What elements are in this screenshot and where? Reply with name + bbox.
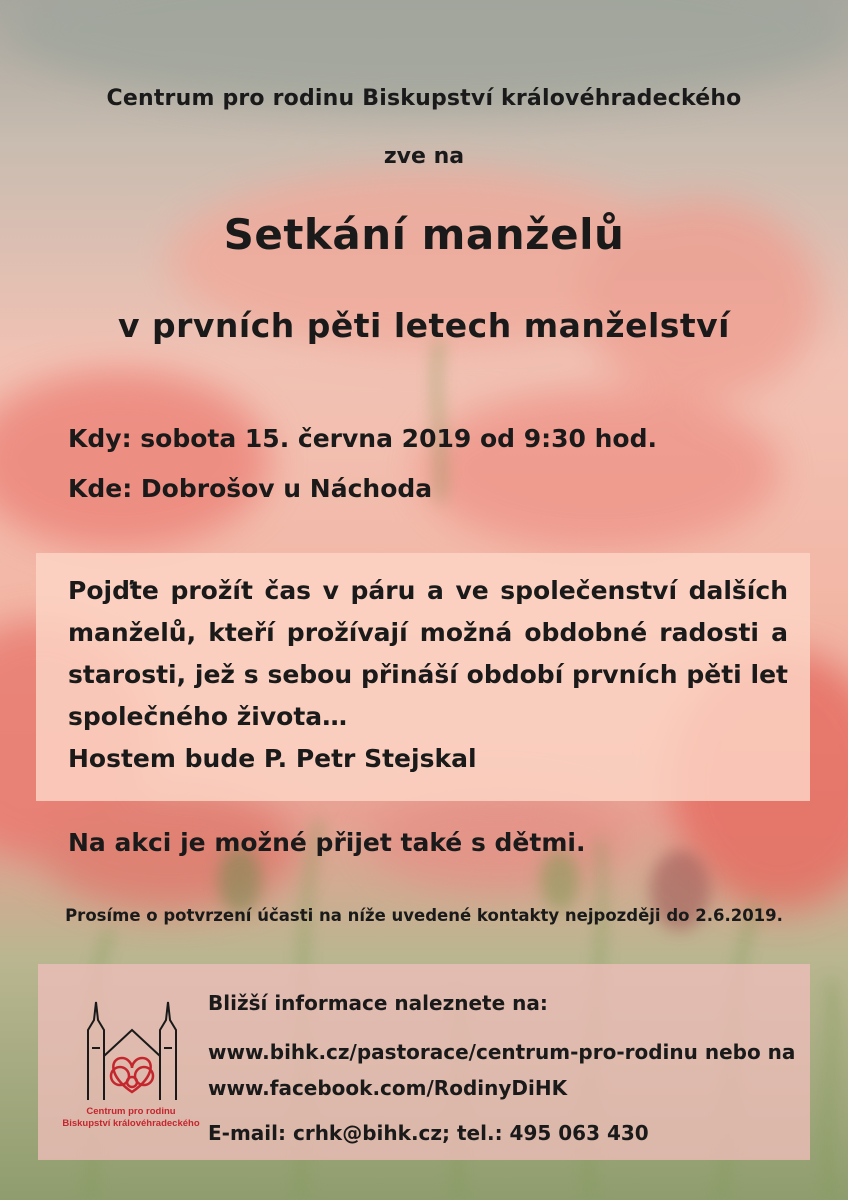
logo-text-line1: Centrum pro rodinu bbox=[86, 1106, 176, 1117]
event-where: Kde: Dobrošov u Náchoda bbox=[68, 474, 433, 503]
contact-heading: Bližší informace naleznete na: bbox=[208, 991, 548, 1015]
event-subtitle: v prvních pěti letech manželství bbox=[117, 306, 730, 345]
organization-heading: Centrum pro rodinu Biskupství královéhradeckého bbox=[106, 86, 742, 111]
organization-logo bbox=[56, 990, 206, 1140]
rsvp-note: Prosíme o potvrzení účasti na níže uvedené kontakty nejpozději do 2.6.2019. bbox=[65, 906, 783, 925]
event-title: Setkání manželů bbox=[223, 210, 625, 259]
description-paragraph: Pojďte prožít čas v páru a ve společenství dalších manželů, kteří prožívají možná obdobné radosti a starosti, jež s sebou přináší období prvních pěti let společného života… bbox=[68, 576, 788, 731]
invite-line: zve na bbox=[383, 144, 465, 169]
cathedral-family-icon bbox=[80, 990, 184, 1102]
event-host: Hostem bude P. Petr Stejskal bbox=[68, 744, 477, 773]
logo-text-line2: Biskupství královéhradeckého bbox=[62, 1118, 200, 1129]
contact-facebook-link[interactable]: www.facebook.com/RodinyDiHK bbox=[208, 1076, 568, 1100]
kids-note: Na akci je možné přijet také s dětmi. bbox=[68, 828, 586, 857]
event-when: Kdy: sobota 15. června 2019 od 9:30 hod. bbox=[68, 424, 657, 453]
contact-email-phone[interactable]: E-mail: crhk@bihk.cz; tel.: 495 063 430 bbox=[208, 1121, 649, 1145]
contact-website-link[interactable]: www.bihk.cz/pastorace/centrum-pro-rodinu nebo na bbox=[208, 1040, 796, 1064]
